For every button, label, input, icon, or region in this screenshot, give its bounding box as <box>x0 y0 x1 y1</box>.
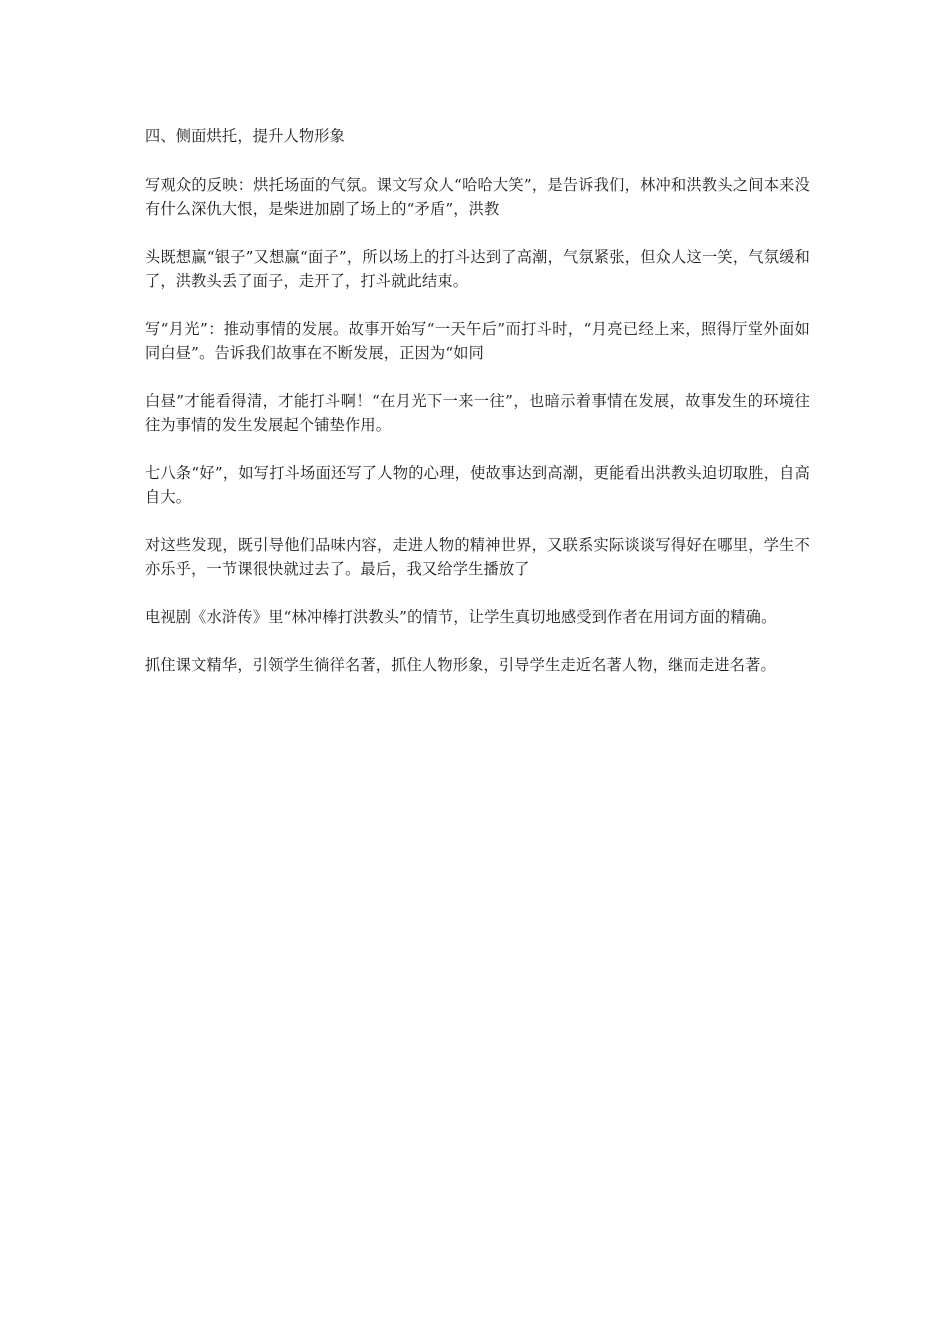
paragraph-7: 电视剧《水浒传》里“林冲棒打洪教头”的情节，让学生真切地感受到作者在用词方面的精确。 <box>145 608 777 626</box>
paragraph-8: 抓住课文精华，引领学生徜徉名著，抓住人物形象，引导学生走近名著人物，继而走进名著。 <box>145 656 776 674</box>
paragraph-1: 写观众的反映：烘托场面的气氛。课文写众人“哈哈大笑”，是告诉我们，林冲和洪教头之间本来没有什么深仇大恨，是柴进加剧了场上的“矛盾”，洪教 <box>145 176 810 218</box>
paragraph-2: 头既想赢“银子”又想赢“面子”，所以场上的打斗达到了高潮，气氛紧张，但众人这一笑，气氛缓和了，洪教头丢了面子，走开了，打斗就此结束。 <box>145 248 810 290</box>
document-page <box>145 124 810 701</box>
paragraph-3: 写“月光”：推动事情的发展。故事开始写“一天午后”而打斗时，“月亮已经上来，照得厅堂外面如同白昼”。告诉我们故事在不断发展，正因为“如同 <box>145 320 810 362</box>
section-heading: 四、侧面烘托，提升人物形象 <box>145 127 346 145</box>
paragraph-4: 白昼”才能看得清，才能打斗啊！“在月光下一来一往”，也暗示着事情在发展，故事发生的环境往往为事情的发生发展起个铺垫作用。 <box>145 392 810 434</box>
paragraph-5: 七八条“好”，如写打斗场面还写了人物的心理，使故事达到高潮，更能看出洪教头迫切取胜，自高自大。 <box>145 464 810 506</box>
paragraph-6: 对这些发现，既引导他们品味内容，走进人物的精神世界，又联系实际谈谈写得好在哪里，学生不亦乐乎，一节课很快就过去了。最后，我又给学生播放了 <box>145 536 810 578</box>
